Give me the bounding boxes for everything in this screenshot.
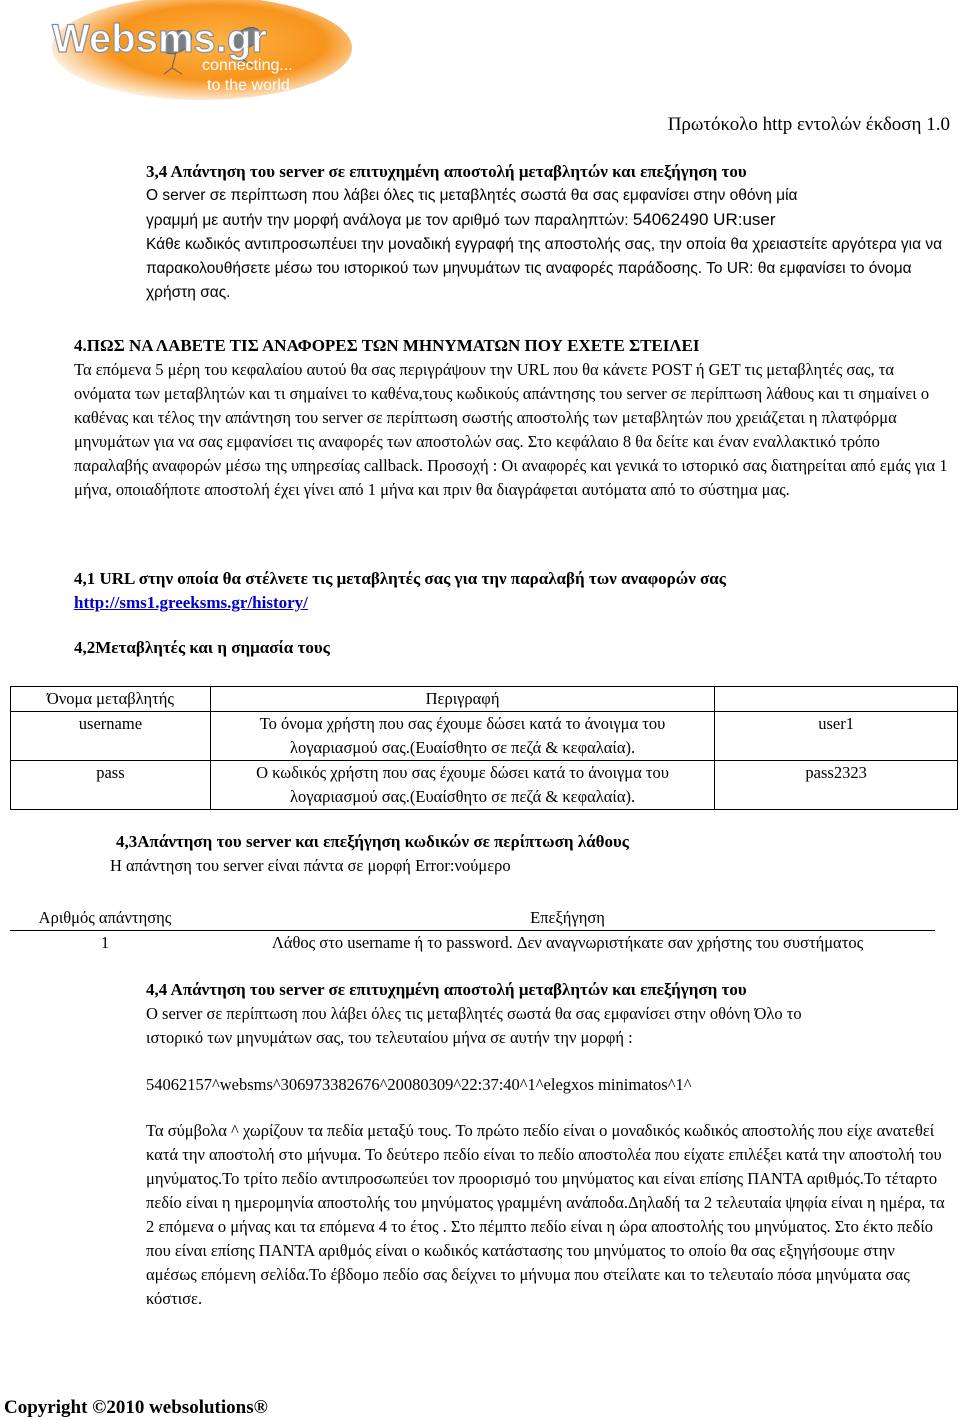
variable-description — [210, 761, 714, 810]
section-3-4-paragraph: Κάθε κωδικός αντιπροσωπέυει την μοναδική εγγραφή της αποστολής σας, την οποία θα χρειαστείτε αργότερα για να παρακολουθήσετε μέσω του ιστορικού των μηνυμάτων τις αναφορές παράδοσης. Το UR: θα εμφανίσει το όνομα χρήστη σας. — [146, 236, 943, 301]
variable-description-line: λογαριασμού σας.(Ευαίσθητο σε πεζά & κεφαλαία). — [289, 738, 636, 757]
error-codes-table — [10, 906, 935, 955]
table-row — [11, 712, 958, 761]
section-3-4-heading: 3,4 Απάντηση του server σε επιτυχημένη αποστολή μεταβλητών και επεξήγηση του — [146, 162, 747, 181]
variable-example: user1 — [715, 712, 958, 761]
section-4-3-intro: Η απάντηση του server είναι πάντα σε μορφή Error:νούμερο — [110, 856, 511, 875]
svg-text:to the world: to the world — [207, 77, 290, 94]
section-4-2-heading: 4,2Μεταβλητές και η σημασία τους — [74, 638, 330, 657]
table-header-cell — [715, 687, 958, 712]
section-4-3 — [110, 830, 910, 878]
table-header-cell: Όνομα μεταβλητής — [11, 687, 211, 712]
section-4-2 — [74, 636, 954, 660]
table-header-cell: Περιγραφή — [210, 687, 714, 712]
table-header-row — [11, 687, 958, 712]
table-row — [11, 761, 958, 810]
table-header-cell: Αριθμός απάντησης — [10, 906, 200, 931]
section-3-4-line-1: O server σε περίπτωση που λάβει όλες τις μεταβλητές σωστά θα σας εμφανίσει στην οθόνη μία — [146, 187, 798, 204]
table-header-row — [10, 906, 935, 931]
svg-text:Websms.gr: Websms.gr — [52, 17, 267, 61]
error-code: 1 — [100, 933, 110, 952]
svg-text:connecting...: connecting... — [202, 57, 293, 74]
history-url-link[interactable]: http://sms1.greeksms.gr/history/ — [74, 593, 308, 612]
section-3-4-line-2: γραμμή με αυτήν την μορφή ανάλογα με τον αριθμό των παραληπτών: — [146, 212, 629, 229]
variable-name: username — [11, 712, 211, 761]
section-3-4-example: 54062490 UR:user — [632, 210, 776, 229]
variable-description-line: Το όνομα χρήστη που σας έχουμε δώσει κατά το άνοιγμα του — [259, 714, 666, 733]
section-4 — [74, 334, 954, 502]
section-4-3-heading: 4,3Απάντηση του server και επεξήγηση κωδικών σε περίπτωση λάθους — [116, 832, 629, 851]
variable-description-line: Ο κωδικός χρήστη που σας έχουμε δώσει κατά το άνοιγμα του — [256, 763, 669, 782]
section-4-4-heading: 4,4 Απάντηση του server σε επιτυχημένη αποστολή μεταβλητών και επεξήγηση του — [146, 980, 747, 999]
error-description: Λάθος στο username ή το password. Δεν αναγνωριστήκατε σαν χρήστης του συστήματος — [271, 933, 864, 952]
variable-description — [210, 712, 714, 761]
document-title: Πρωτόκολο http εντολών έκδοση 1.0 — [667, 114, 950, 135]
variables-table — [10, 686, 958, 810]
section-4-4 — [146, 978, 946, 1311]
section-4-heading: 4.ΠΩΣ ΝΑ ΛΑΒΕΤΕ ΤΙΣ ΑΝΑΦΟΡΕΣ ΤΩΝ ΜΗΝΥΜΑΤΩΝ ΠΟΥ ΕΧΕΤΕ ΣΤΕΙΛΕΙ — [74, 336, 700, 355]
section-4-4-example: 54062157^websms^306973382676^20080309^22:37:40^1^elegxos minimatos^1^ — [146, 1075, 692, 1094]
section-4-4-line-1: O server σε περίπτωση που λάβει όλες τις μεταβλητές σωστά θα σας εμφανίσει στην οθόνη Όλο το — [146, 1004, 802, 1023]
section-3-4 — [146, 160, 946, 305]
variable-description-line: λογαριασμού σας.(Ευαίσθητο σε πεζά & κεφαλαία). — [289, 787, 636, 806]
section-4-4-line-2: ιστορικό των μηνυμάτων σας, του τελευταίου μήνα σε αυτήν την μορφή : — [146, 1028, 633, 1047]
table-header-cell: Επεξήγηση — [200, 906, 935, 931]
variable-example: pass2323 — [715, 761, 958, 810]
section-4-1-heading: 4,1 URL στην οποία θα στέλνετε τις μεταβλητές σας για την παραλαβή των αναφορών σας — [74, 569, 726, 588]
variable-name: pass — [11, 761, 211, 810]
table-row — [10, 931, 935, 956]
logo-graphic — [42, 0, 352, 100]
section-4-1 — [74, 567, 954, 615]
section-4-paragraph: Τα επόμενα 5 μέρη του κεφαλαίου αυτού θα σας περιγράψουν την URL που θα κάνετε POST ή GET τις μεταβλητές σας, τα ονόματα των μεταβλητών και τι σημαίνει το καθένα,τους κωδικούς απάντησης του server σε περίπτωση λάθους και τι σημαίνει ο καθένας και τέλος την απάντηση του server σε περίπτωση σωστής αποστολής των μεταβλητών που χρειάζεται η πλατφόρμα μηνυμάτων για να σας εμφανίσει τις αναφορές των αποστολών σας. Στο κεφάλαιο 8 θα δείτε και έναν εναλλακτικό τρόπο παραλαβής αναφορών μέσω της υπηρεσίας callback. Προσοχή : Οι αναφορές και γενικά το ιστορικό σας διατηρείται από εμάς για 1 μήνα, οποιαδήποτε αποστολή έχει γίνει από 1 μήνα και πριν θα διαγράφεται αυτόματα από το σύστημα μας. — [74, 360, 948, 499]
section-4-4-paragraph: Τα σύμβολα ^ χωρίζουν τα πεδία μεταξύ τους. Το πρώτο πεδίο είναι ο μοναδικός κωδικός αποστολής που είχε ανατεθεί κατά την αποστολή στο μήνυμα. Το δεύτερο πεδίο είναι το πεδίο αποστολέα που είχατε επιλέξει κατά την αποστολή του μηνύματος.Το τρίτο πεδίο αντιπροσωπεύει τον προορισμό του μηνύματος και είναι επίσης ΠΑΝΤΑ αριθμός.Το τέταρτο πεδίο είναι η ημερομηνία αποστολής του μηνύματος γραμμένη ανάποδα.Δηλαδή τα 2 τελευταία ψηφία είναι η ημέρα, τα 2 επόμενα ο μήνας και τα επόμενα 4 το έτος . Στο πέμπτο πεδίο είναι η ώρα αποστολής του μηνύματος. Στο έκτο πεδίο που είναι επίσης ΠΑΝΤΑ αριθμός είναι ο κωδικός κατάστασης του μηνύματος το οποίο θα σας εξηγήσουμε στην αμέσως επόμενη σελίδα.Το έβδομο πεδίο σας δείχνει το μήνυμα που στείλατε και το τελευταίο πόσα μηνύματα σας κόστισε. — [146, 1121, 945, 1308]
copyright-footer: Copyright ©2010 websolutions® — [4, 1397, 268, 1418]
websms-logo — [42, 0, 352, 100]
